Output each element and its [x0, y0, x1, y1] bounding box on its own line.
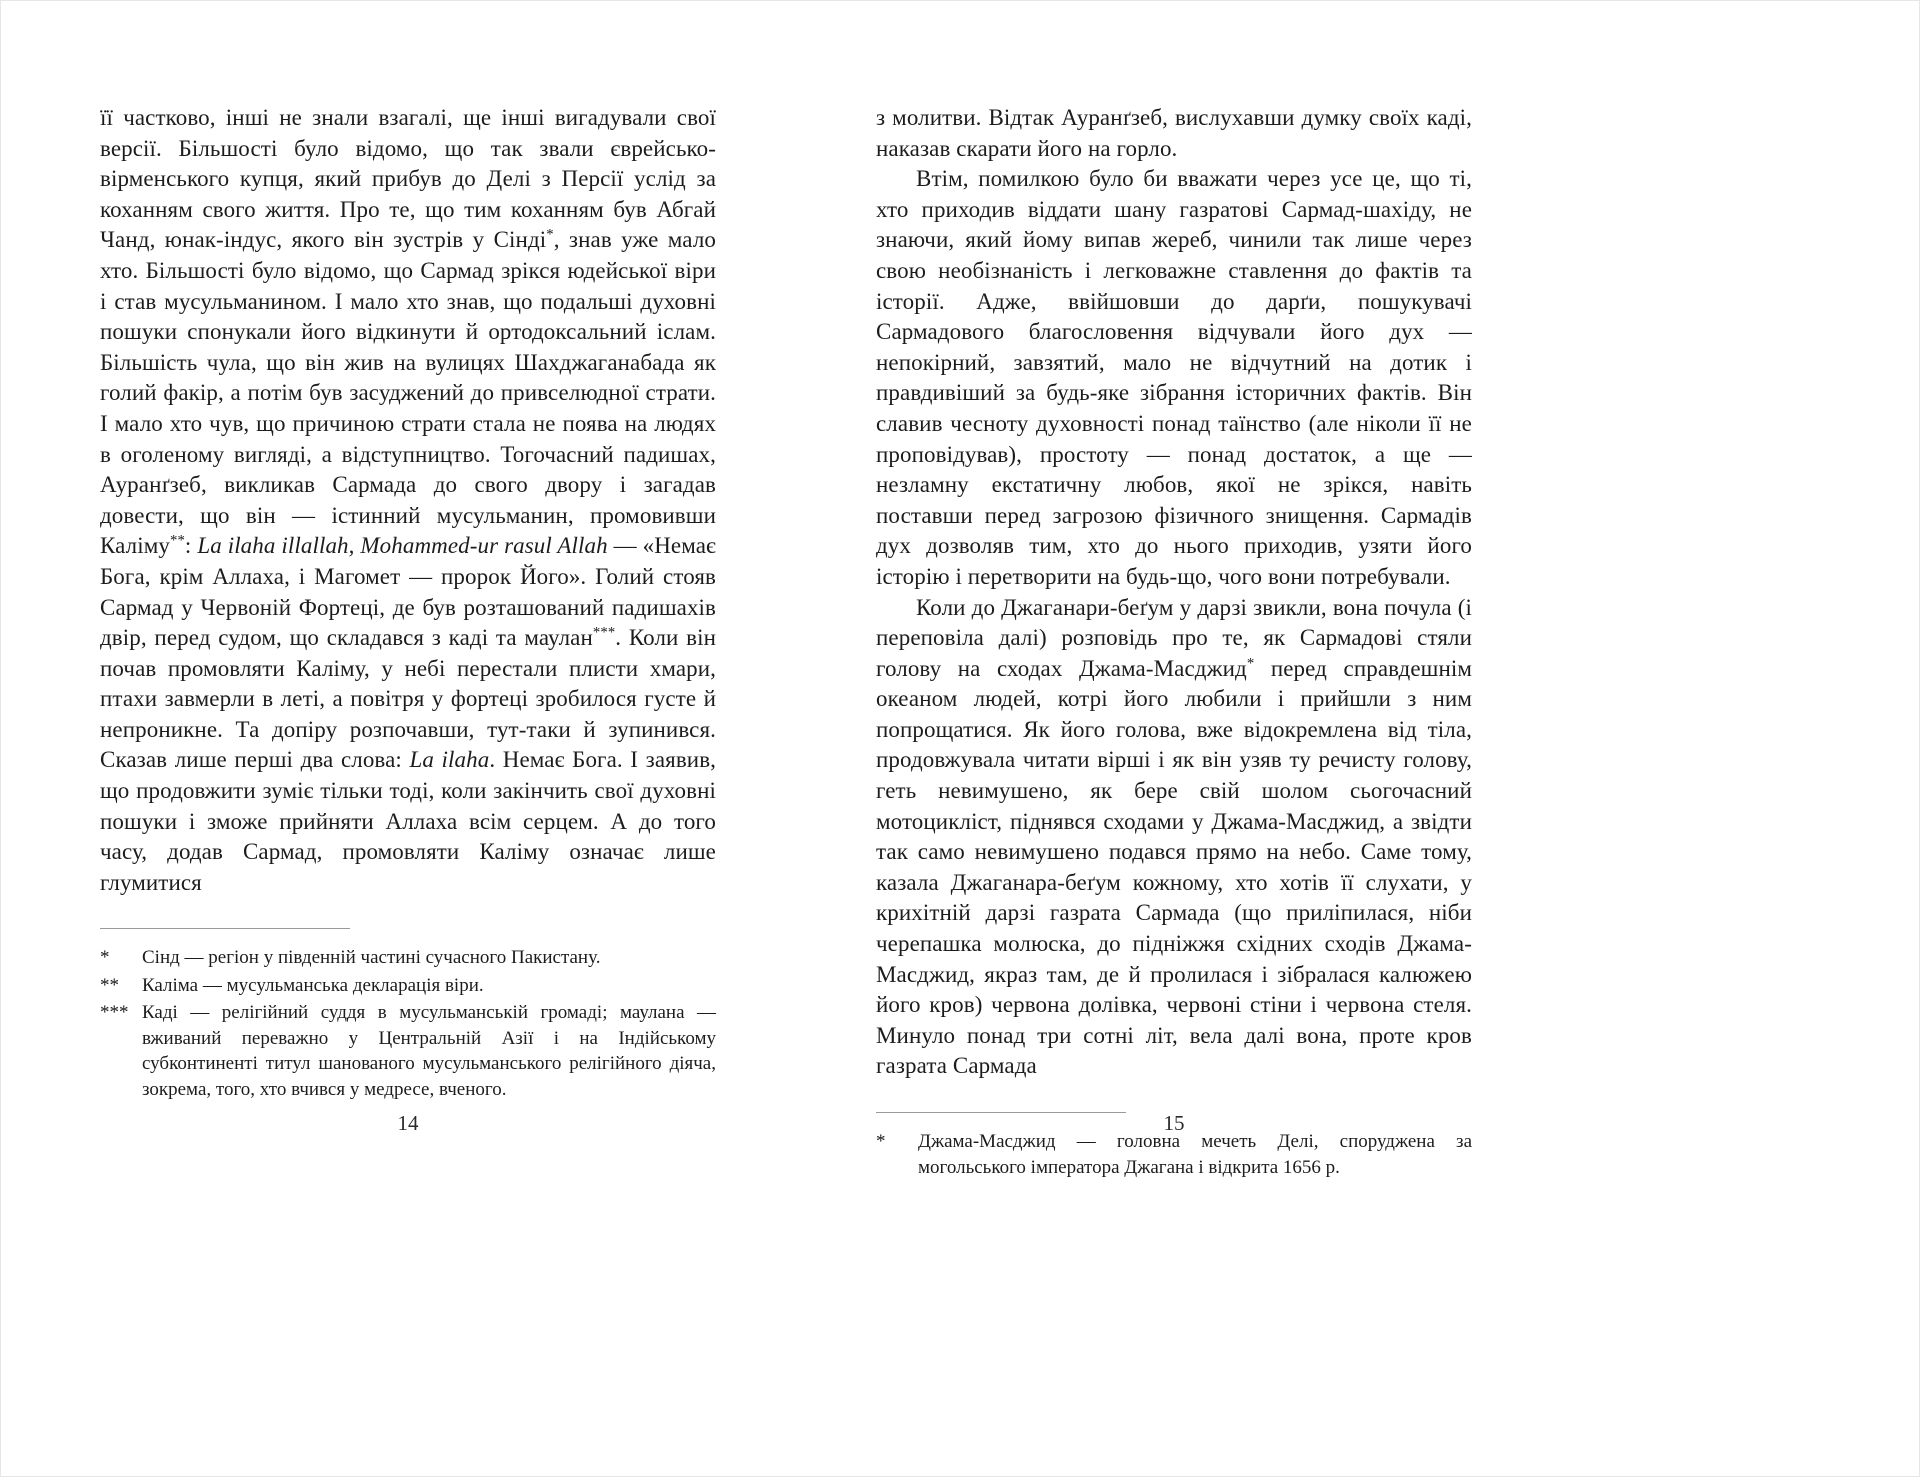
- paragraph: [876, 103, 1472, 164]
- page-15: [876, 103, 1472, 1303]
- text-segment: Втім, помилкою було би вважати через усе це, що ті, хто приходив віддати шану газратові Сармад-шахіду, не знаючи, який йому випав жереб, чинили так лише через свою необізнаність і легковажне ставлення до фактів та історії. Адже, ввійшовши до дарґи, пошукувачі Сармадового благословення відчували його дух — непокірний, завзятий, мало не відчутний на дотик і правдивіший за будь-яке зібрання історичних фактів. Він славив чесноту духовності понад таїнство (але ніколи її не проповідував), простоту — понад достаток, а ще — незламну екстатичну любов, якої не зрікся, навіть поставши перед загрозою фізичного знищення. Сармадів дух дозволяв тим, хто до нього приходив, узяти його історію і перетворити на будь-що, чого вони потребували.: [876, 166, 1472, 589]
- text-segment: . Коли він почав промовляти Каліму, у небі перестали плисти хмари, птахи завмерли в леті, а повітря у фортеці зробилося густе й непроникне. Та допіру розпочавши, тут-таки й зупинився. Сказав лише перші два слова:: [100, 625, 716, 773]
- text-segment: — «Немає Бога, крім Аллаха, і Магомет — пророк Його». Голий стояв Сармад у Червоній Фортеці, де був розташований падишахів двір, перед судом, що складався з каді та маулан: [100, 533, 717, 651]
- footnote-text: Каді — релігійний суддя в мусульманській громаді; маулана — вживаний переважно у Центральній Азії і на Індійському субконтиненті титул шанованого мусульманського релігійного діяча, зокрема, того, хто вчився у медресе, вченого.: [142, 1002, 716, 1100]
- page-15-body-text: [876, 103, 1472, 1082]
- footnote: [876, 1129, 1472, 1180]
- text-segment: її частково, інші не знали взагалі, ще інші вигадували свої версії. Більшості було відомо, що так звали єврейсько-вірменського купця, який прибув до Делі з Персії услід за коханням свого життя. Про те, що тим коханням був Абгай Чанд, юнак-індус, якого він зустрів у Сінді: [100, 105, 716, 253]
- footnote: [100, 945, 716, 971]
- text-segment: Коли до Джаганари-беґум у дарзі звикли, вона почула (і переповіла далі) розповідь про те, як Сармадові стяли голову на сходах Джама-Масджид: [876, 594, 1472, 681]
- text-segment: , знав уже мало хто. Більшості було відомо, що Сармад зрікся юдейської віри і став мусульманином. І мало хто знав, що подальші духовні пошуки спонукали його відкинути й ортодоксальний іслам. Більшість чула, що він жив на вулицях Шахджаганабада як голий факір, а потім був засуджений до привселюдної страти. І мало хто чув, що причиною страти стала не поява на людях в оголеному вигляді, а відступництво. Тогочасний падишах, Ауранґзеб, викликав Сармада до свого двору і загадав довести, що він — істинний мусульманин, промовивши Каліму: [100, 227, 716, 559]
- page-14: [100, 103, 716, 1303]
- page-number-14: 14: [397, 1111, 419, 1135]
- footnote-reference-marker: ***: [592, 624, 616, 641]
- text-segment: з молитви. Відтак Ауранґзеб, вислухавши думку своїх каді, наказав скарати його на горло.: [876, 105, 1472, 161]
- italic-text-segment: La ilaha: [409, 747, 490, 773]
- footnote-reference-marker: *: [1246, 655, 1255, 672]
- page-number-15: 15: [1163, 1111, 1185, 1135]
- page-14-body-text: [100, 103, 716, 898]
- text-segment: . Немає Бога. І заявив, що продовжити зуміє тільки тоді, коли закінчить свої духовні пошуки і зможе прийняти Аллаха всім серцем. А до того часу, додав Сармад, промовляти Каліму означає лише глумитися: [100, 747, 717, 895]
- footnote-marker: *: [876, 1131, 886, 1152]
- footnote-marker: ***: [100, 1002, 129, 1024]
- paragraph: [876, 593, 1472, 1083]
- footnote-marker: **: [100, 974, 119, 996]
- paragraph: [876, 164, 1472, 592]
- paragraph: [100, 103, 716, 898]
- footnote-text: Каліма — мусульманська декларація віри.: [142, 974, 484, 996]
- footnote-text: Джама-Масджид — головна мечеть Делі, споруджена за могольського імператора Джагана і відкрита 1656 р.: [918, 1131, 1472, 1178]
- footnote-marker: *: [100, 947, 110, 969]
- footnote: [100, 1000, 716, 1102]
- footnote-reference-marker: *: [546, 226, 554, 243]
- footnote-text: Сінд — регіон у південній частині сучасного Пакистану.: [142, 947, 601, 969]
- page-14-footnotes: [100, 928, 716, 1102]
- text-segment: перед справдешнім океаном людей, котрі його любили і прийшли з ним попрощатися. Як його голова, вже відокремлена від тіла, продовжувала читати вірші і як він узяв ту речисту голову, геть невимушено, як бере свій шолом сьогочасний мотоцикліст, піднявся сходами у Джама-Масджид, а звідти так само невимушено подався прямо на небо. Саме тому, казала Джаганара-беґум кожному, хто хотів її слухати, у крихітній дарзі газрата Сармада (що приліпилася, ніби черепашка молюска, до підніжжя східних сходів Джама-Масджид, якраз там, де й пролилася і зібралася калюжею його кров) червона долівка, червоні стіни і червона стеля. Минуло понад три сотні літ, вела далі вона, проте кров газрата Сармада: [876, 655, 1473, 1079]
- footnote-reference-marker: **: [169, 532, 185, 549]
- text-segment: :: [184, 533, 198, 559]
- italic-text-segment: La ilaha illallah, Mohammed-ur rasul Allah: [197, 533, 608, 559]
- footnote: [100, 973, 716, 999]
